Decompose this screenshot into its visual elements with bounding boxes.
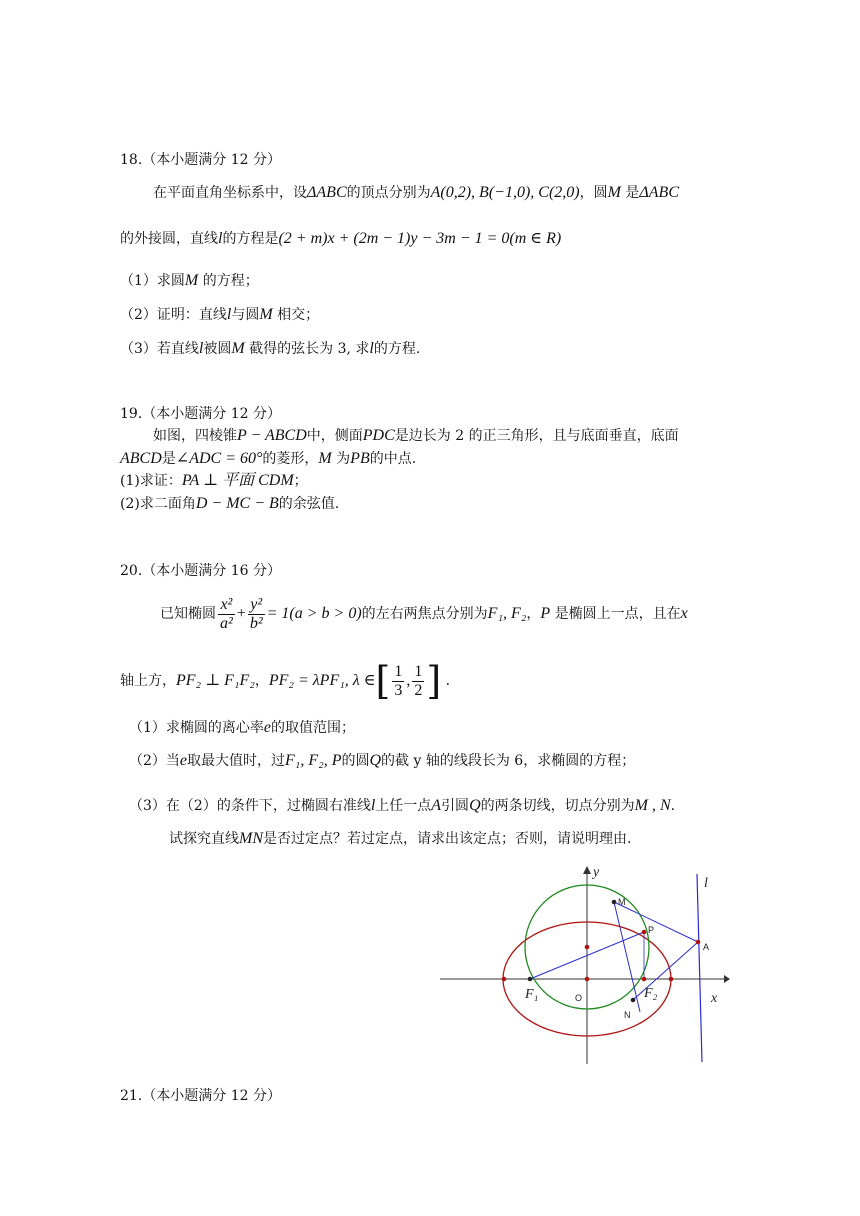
point-left-vertex bbox=[502, 977, 507, 982]
q18-part1: （1）求圆M 的方程； bbox=[120, 272, 259, 289]
frac-y2-b2: $\frac{\text{y²}}{\text{b²}}$ bbox=[249, 595, 263, 632]
q18-line1: 在平面直角坐标系中，设ΔABC的顶点分别为A(0,2), B(−1,0), C(2,0)，圆M 是ΔABC bbox=[153, 184, 679, 201]
tangent-am bbox=[614, 902, 698, 942]
q19-part1: (1)求证：PA ⊥ 平面 CDM； bbox=[120, 472, 308, 489]
q19-header: 19.（本小题满分 12 分） bbox=[120, 406, 281, 422]
q20-line1: 已知椭圆 $\frac{\text{x²}}{\text{a²}}$ + $\frac{\text{y²}}{\text{b²}}$ = 1(a > b > 0)的左右两焦点分别为F₁, F₂，P 是椭圆上一点，且在x bbox=[160, 595, 688, 632]
q18-line2: 的外接圆，直线l的方程是(2 + m)x + (2m − 1)y − 3m − 1 = 0(m ∈ R) bbox=[120, 230, 562, 247]
label-p: P bbox=[648, 925, 655, 935]
label-n: N bbox=[624, 1010, 631, 1020]
point-a bbox=[696, 940, 701, 945]
q19-line2: ABCD是∠ADC = 60°的菱形，M 为PB的中点. bbox=[120, 450, 417, 467]
q18-header: 18.（本小题满分 12 分） bbox=[120, 152, 281, 168]
point-right-vertex bbox=[669, 977, 674, 982]
x-axis-arrow bbox=[724, 975, 730, 983]
point-f1 bbox=[528, 977, 533, 982]
frac-1-2: $\frac{1}{2}$ bbox=[414, 662, 423, 699]
q21-header: 21.（本小题满分 12 分） bbox=[120, 1088, 281, 1104]
point-origin bbox=[585, 977, 590, 982]
q20-part3-cont: 试探究直线MN是否过定点？若过定点，请求出该定点；否则，请说明理由. bbox=[169, 830, 632, 847]
label-l: l bbox=[704, 876, 708, 891]
label-x: x bbox=[711, 991, 718, 1006]
frac-1-3: $\frac{1}{3}$ bbox=[394, 662, 403, 699]
tangent-an bbox=[633, 942, 698, 1000]
q19-part2: (2)求二面角D − MC − B的余弦值. bbox=[120, 495, 340, 512]
q20-header: 20.（本小题满分 16 分） bbox=[120, 563, 281, 579]
label-a: A bbox=[703, 942, 710, 952]
label-o: O bbox=[575, 993, 583, 1003]
label-f2: F₂ bbox=[644, 986, 658, 1001]
label-m: M bbox=[618, 897, 626, 907]
q18-part2: （2）证明：直线l与圆M 相交； bbox=[120, 306, 320, 323]
q20-part1: （1）求椭圆的离心率e的取值范围； bbox=[129, 719, 356, 736]
directrix-line bbox=[697, 874, 702, 1062]
point-f2 bbox=[642, 977, 647, 982]
q20-part3: （3）在（2）的条件下，过椭圆右准线l上任一点A引圆Q的两条切线，切点分别为M , N. bbox=[129, 797, 676, 814]
label-f1: F₁ bbox=[525, 987, 539, 1002]
q20-line2: 轴上方，PF₂ ⊥ F₁F₂，PF₂ = λPF₁, λ ∈[ $\frac{1}{3}$ , $\frac{1}{2}$ ] . bbox=[120, 659, 451, 703]
label-y: y bbox=[593, 865, 600, 880]
y-axis-arrow bbox=[583, 866, 591, 874]
line-mn bbox=[614, 902, 640, 1012]
q19-line1: 如图，四棱锥P − ABCD中，侧面PDC是边长为 2 的正三角形，且与底面垂直，底面 bbox=[153, 427, 679, 444]
q20-part2: （2）当e取最大值时，过F₁, F₂, P的圆Q的截 y 轴的线段长为 6，求椭圆的方程； bbox=[129, 752, 636, 769]
ellipse-circle-figure bbox=[440, 862, 730, 1067]
point-p bbox=[642, 930, 647, 935]
point-n bbox=[631, 998, 636, 1003]
point-m bbox=[612, 900, 617, 905]
q18-part3: （3）若直线l被圆M 截得的弦长为 3, 求l的方程. bbox=[120, 340, 421, 357]
point-center-q bbox=[585, 945, 590, 950]
frac-x2-a2: $\frac{\text{x²}}{\text{a²}}$ bbox=[220, 595, 233, 632]
